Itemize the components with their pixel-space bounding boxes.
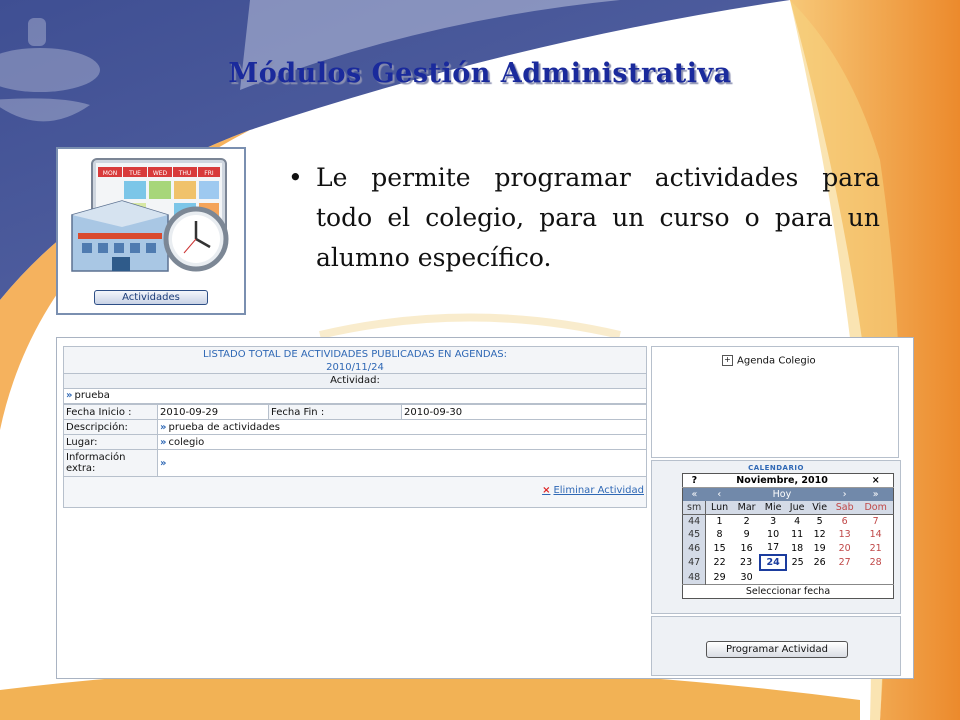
calendar-title-row xyxy=(683,474,894,488)
expand-plus-icon: + xyxy=(722,355,733,366)
calendar-footer: Seleccionar fecha xyxy=(683,585,894,599)
extra-info-cell xyxy=(158,450,647,477)
calendar-day[interactable]: 21 xyxy=(869,542,882,554)
activities-module-thumbnail[interactable] xyxy=(56,147,246,315)
listing-header-title: LISTADO TOTAL DE ACTIVIDADES PUBLICADAS EN AGENDAS: xyxy=(202,349,507,360)
calendar-weekday-row xyxy=(683,501,894,515)
week-number: 47 xyxy=(683,555,706,570)
description-label: Descripción: xyxy=(64,420,158,435)
listing-header xyxy=(63,346,647,374)
raquo-icon: » xyxy=(160,421,167,433)
week-number: 48 xyxy=(683,570,706,585)
today-button[interactable]: Hoy xyxy=(733,488,831,502)
calendar-nav-row xyxy=(683,488,894,502)
calendar-week-row xyxy=(683,515,894,529)
thumb-day-wed: WED xyxy=(152,170,168,177)
calendar-day[interactable]: 28 xyxy=(869,557,882,568)
activity-details-table xyxy=(63,404,647,477)
delete-x-icon: × xyxy=(542,485,551,496)
calendar-caption: CALENDARIO xyxy=(748,464,804,472)
description-value: prueba de actividades xyxy=(168,421,280,433)
place-label: Lugar: xyxy=(64,435,158,450)
end-date-value: 2010-09-30 xyxy=(402,405,647,420)
calendar-day[interactable]: 29 xyxy=(713,571,726,583)
calendar-day[interactable]: 17 xyxy=(767,542,780,553)
listing-header-date: 2010/11/24 xyxy=(326,362,384,373)
dates-row xyxy=(64,405,647,420)
calendar-day xyxy=(858,570,893,585)
calendar-widget xyxy=(682,473,894,599)
raquo-icon: » xyxy=(160,457,167,469)
prev-month-button[interactable]: ‹ xyxy=(706,488,733,502)
weekday-header: Vie xyxy=(808,501,831,515)
calendar-day[interactable]: 7 xyxy=(872,516,879,527)
calendar-building-clock-icon xyxy=(58,149,244,285)
weekday-header: Mie xyxy=(760,501,786,515)
raquo-icon: » xyxy=(66,390,73,401)
calendar-day xyxy=(831,570,858,585)
next-month-button[interactable]: › xyxy=(831,488,858,502)
calendar-day[interactable]: 10 xyxy=(767,529,780,540)
program-box xyxy=(651,616,901,676)
weekday-header: Jue xyxy=(786,501,808,515)
weekday-header: Mar xyxy=(733,501,760,515)
place-cell xyxy=(158,435,647,450)
feature-bullet xyxy=(288,158,880,278)
thumb-day-thu: THU xyxy=(178,170,192,177)
calendar-day[interactable]: 23 xyxy=(740,557,753,568)
calendar-day[interactable]: 6 xyxy=(841,516,848,527)
thumb-day-mon: MON xyxy=(102,170,118,177)
activities-thumb-button[interactable]: Actividades xyxy=(94,290,208,305)
calendar-week-row xyxy=(683,555,894,570)
calendar-week-row xyxy=(683,570,894,585)
agenda-colegio-link[interactable]: + Agenda Colegio xyxy=(722,355,816,367)
calendar-day[interactable]: 20 xyxy=(838,542,851,554)
program-activity-button[interactable]: Programar Actividad xyxy=(706,641,848,658)
calendar-day[interactable]: 27 xyxy=(838,557,851,568)
calendar-day[interactable]: 30 xyxy=(740,571,753,583)
thumb-day-fri: FRI xyxy=(204,170,214,177)
calendar-day[interactable]: 1 xyxy=(716,516,723,527)
calendar-day[interactable]: 9 xyxy=(743,529,750,540)
calendar-week-row xyxy=(683,541,894,555)
activity-label-row: Actividad: xyxy=(63,374,647,389)
calendar-day[interactable]: 4 xyxy=(794,516,801,527)
week-number: 45 xyxy=(683,528,706,541)
calendar-day[interactable]: 14 xyxy=(869,529,882,540)
bullet-dot: • xyxy=(288,163,303,192)
calendar-box xyxy=(651,460,901,614)
calendar-help-button[interactable]: ? xyxy=(683,474,706,488)
agenda-sidebar xyxy=(651,346,899,676)
delete-row xyxy=(63,477,647,508)
feature-bullet-text: Le permite programar actividades para todo el colegio, para un curso o para un alumno específico. xyxy=(316,163,880,272)
activities-screenshot xyxy=(56,337,914,679)
weekday-header: Dom xyxy=(858,501,893,515)
activity-name: prueba xyxy=(74,390,110,401)
calendar-day[interactable]: 18 xyxy=(791,542,804,554)
slide-title: Módulos Gestión Administrativa xyxy=(228,58,732,89)
place-value: colegio xyxy=(168,436,205,448)
calendar-day xyxy=(786,570,808,585)
calendar-footer-row xyxy=(683,585,894,599)
calendar-day-selected[interactable]: 24 xyxy=(760,555,786,570)
calendar-day[interactable]: 5 xyxy=(816,516,823,527)
calendar-week-row xyxy=(683,528,894,541)
start-date-label: Fecha Inicio : xyxy=(64,405,158,420)
calendar-day[interactable]: 2 xyxy=(743,516,750,527)
calendar-day[interactable]: 16 xyxy=(740,542,753,554)
weekday-header: sm xyxy=(683,501,706,515)
activity-name-row xyxy=(63,389,647,404)
calendar-close-button[interactable]: × xyxy=(858,474,893,488)
prev-year-button[interactable]: « xyxy=(683,488,706,502)
weekday-header: Lun xyxy=(706,501,733,515)
week-number: 46 xyxy=(683,541,706,555)
calendar-day[interactable]: 19 xyxy=(813,542,826,554)
description-cell xyxy=(158,420,647,435)
calendar-month-title: Noviembre, 2010 xyxy=(706,474,859,488)
thumb-day-tue: TUE xyxy=(129,170,141,177)
activities-listing-panel xyxy=(63,346,647,516)
start-date-value: 2010-09-29 xyxy=(158,405,269,420)
calendar-day[interactable]: 26 xyxy=(813,557,826,568)
extra-info-row xyxy=(64,450,647,477)
calendar-day[interactable]: 13 xyxy=(838,529,851,540)
next-year-button[interactable]: » xyxy=(858,488,893,502)
calendar-day[interactable]: 8 xyxy=(716,529,723,540)
delete-activity-link[interactable]: × Eliminar Actividad xyxy=(542,485,644,496)
extra-info-label: Información extra: xyxy=(64,450,158,477)
calendar-day[interactable]: 11 xyxy=(791,529,804,540)
week-number: 44 xyxy=(683,515,706,529)
calendar-day xyxy=(808,570,831,585)
calendar-day xyxy=(760,570,786,585)
weekday-header: Sab xyxy=(831,501,858,515)
calendar-day[interactable]: 25 xyxy=(791,557,804,568)
calendar-day[interactable]: 3 xyxy=(770,516,777,527)
calendar-day[interactable]: 12 xyxy=(813,529,826,540)
description-row xyxy=(64,420,647,435)
raquo-icon: » xyxy=(160,436,167,448)
place-row xyxy=(64,435,647,450)
agenda-box xyxy=(651,346,899,458)
calendar-day[interactable]: 22 xyxy=(713,557,726,568)
end-date-label: Fecha Fin : xyxy=(269,405,402,420)
calendar-day[interactable]: 15 xyxy=(713,542,726,554)
